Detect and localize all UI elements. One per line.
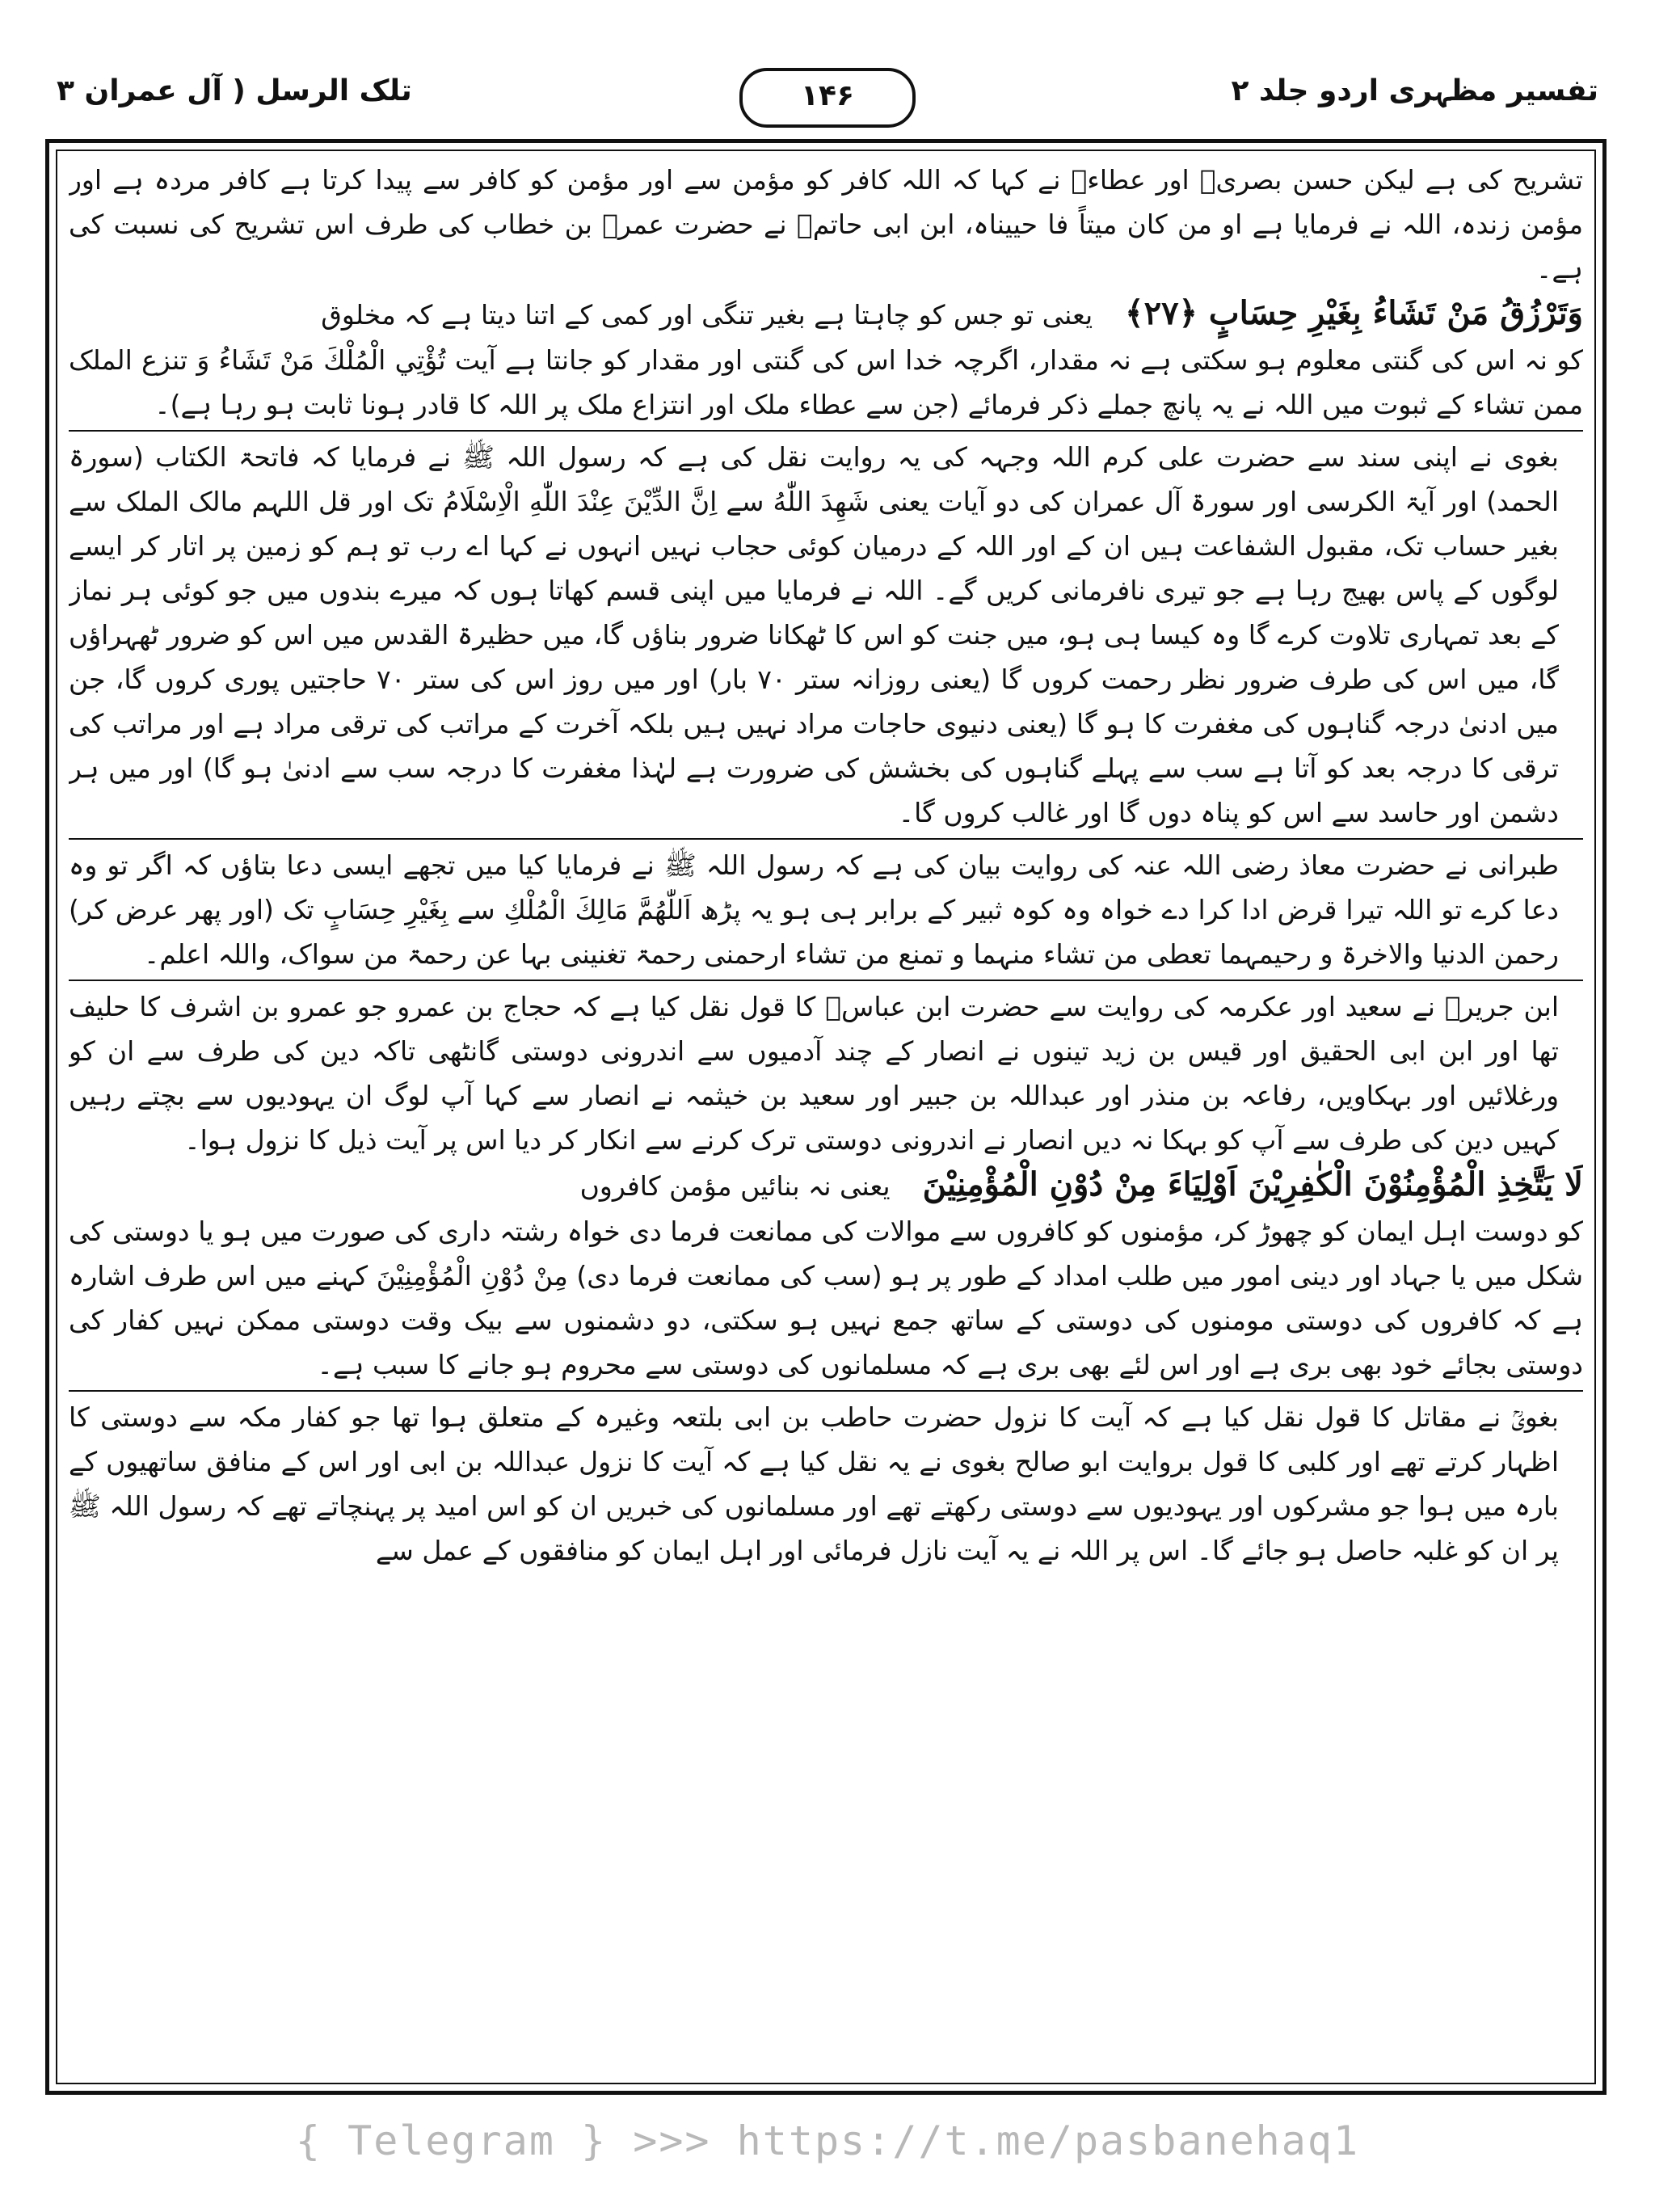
page-number: ۱۴۶: [739, 68, 916, 128]
verse-row: [69, 1162, 1583, 1209]
paragraph: کو دوست اہل ایمان کو چھوڑ کر، مؤمنوں کو کافروں سے موالات کی ممانعت فرما دی خواہ رشتہ داری کی صورت میں ہو یا دوستی کی شکل میں یا جہاد اور دینی امور میں طلب امداد کے طور پر ہو (سب کی ممانعت فرما دی) مِنْ دُوْنِ الْمُؤْمِنِيْنَ کہنے میں اس طرف اشارہ ہے کہ کافروں کی دوستی مومنوں کی دوستی کے ساتھ جمع نہیں ہو سکتی، دو دشمنوں سے بیک وقت دوستی ممکن نہیں کفار کی دوستی بجائے خود بھی بری ہے اور اس لئے بھی بری ہے کہ مسلمانوں کی دوستی سے محروم ہو جانے کا سبب ہے۔: [69, 1216, 1583, 1380]
divider: [69, 430, 1583, 432]
divider: [69, 1390, 1583, 1392]
paragraph: طبرانی نے حضرت معاذ رضی اللہ عنہ کی روایت بیان کی ہے کہ رسول اللہ ﷺ نے فرمایا کیا میں تجھے ایسی دعا بتاؤں کہ اگر تو وہ دعا کرے تو اللہ تیرا قرض ادا کرا دے خواہ وہ کوہ ثبیر کے برابر ہی ہو یہ پڑھ اَللّٰهُمَّ مَالِكَ الْمُلْكِ سے بِغَيْرِ حِسَابٍ تک (اور پھر عرض کر) رحمن الدنیا والاخرۃ و رحیمہما تعطی من تشاء منہما و تمنع من تشاء ارحمنی رحمۃ تغنینی بہا عن رحمۃ من سواک، واللہ اعلم۔: [69, 849, 1559, 970]
verse-arabic: لَا يَتَّخِذِ الْمُؤْمِنُوْنَ الْكٰفِرِيْنَ اَوْلِيَاءَ مِنْ دُوْنِ الْمُؤْمِنِيْنَ: [922, 1165, 1583, 1203]
paragraph: تشریح کی ہے لیکن حسن بصریؒ اور عطاءؒ نے کہا کہ اللہ کافر کو مؤمن سے اور مؤمن کو کافر سے پیدا کرتا ہے کافر مردہ ہے اور مؤمن زندہ، اللہ نے فرمایا ہے او من کان میتاً فا حییناہ، ابن ابی حاتمؒ نے حضرت عمرؓ بن خطاب کی طرف اس تشریح کی نسبت کی ہے۔: [69, 164, 1583, 284]
telegram-watermark: { Telegram } >>> https://t.me/pasbanehaq1: [295, 2117, 1360, 2164]
section-title: تلک الرسل ( آل عمران ۳: [57, 74, 412, 107]
page-frame: [45, 139, 1607, 2095]
divider: [69, 980, 1583, 981]
verse-translation: یعنی نہ بنائیں مؤمن کافروں: [579, 1170, 891, 1202]
page-header: [57, 68, 1598, 133]
page-content: [69, 158, 1583, 2083]
paragraph: بغویؒ نے مقاتل کا قول نقل کیا ہے کہ آیت کا نزول حضرت حاطب بن ابی بلتعہ وغیرہ کے متعلق ہوا تھا جو کفار مکہ سے دوستی کا اظہار کرتے تھے اور کلبی کا قول بروایت ابو صالح بغوی نے یہ نقل کیا ہے کہ آیت کا نزول عبداللہ بن ابی اور اس کے منافق ساتھیوں کے بارہ میں ہوا جو مشرکوں اور یہودیوں سے دوستی رکھتے تھے اور مسلمانوں کی خبریں ان کو اس امید پر پہنچاتے تھے کہ رسول اللہ ﷺ پر ان کو غلبہ حاصل ہو جائے گا۔ اس پر اللہ نے یہ آیت نازل فرمائی اور اہل ایمان کو منافقوں کے عمل سے: [69, 1401, 1559, 1566]
paragraph: بغوی نے اپنی سند سے حضرت علی کرم اللہ وجہہ کی یہ روایت نقل کی ہے کہ رسول اللہ ﷺ نے فرمایا کہ فاتحۃ الکتاب (سورۃ الحمد) اور آیۃ الکرسی اور سورۃ آل عمران کی دو آیات یعنی شَهِدَ اللّٰهُ سے اِنَّ الدِّيْنَ عِنْدَ اللّٰهِ الْاِسْلَامُ تک اور قل اللہم مالک الملک سے بغیر حساب تک، مقبول الشفاعت ہیں ان کے اور اللہ کے درمیان کوئی حجاب نہیں انہوں نے کہا اے رب تو ہم کو زمین پر اتار کر ایسے لوگوں کے پاس بھیج رہا ہے جو تیری نافرمانی کریں گے۔ اللہ نے فرمایا میں اپنی قسم کھاتا ہوں کہ میرے بندوں میں جو کوئی ہر نماز کے بعد تمہاری تلاوت کرے گا وہ کیسا ہی ہو، میں جنت کو اس کا ٹھکانا ضرور بناؤں گا، میں حظیرۃ القدس میں اس کو ضرور ٹھہراؤں گا، میں اس کی طرف ضرور نظر رحمت کروں گا (یعنی روزانہ ستر ۷۰ بار) اور میں روز اس کی ستر ۷۰ حاجتیں پوری کروں گا، جن میں ادنیٰ درجہ گناہوں کی مغفرت کا ہو گا (یعنی دنیوی حاجات مراد نہیں ہیں بلکہ آخرت کے مراتب کی ترقی مراد ہے اور مراتب کی ترقی کا درجہ بعد کو آتا ہے سب سے پہلے گناہوں کی بخشش کی ضرورت ہے لہٰذا مغفرت کا درجہ سب سے ادنیٰ ہو گا) اور میں ہر دشمن اور حاسد سے اس کو پناہ دوں گا اور غالب کروں گا۔: [69, 441, 1559, 828]
verse-translation: یعنی تو جس کو چاہتا ہے بغیر تنگی اور کمی کے اتنا دیتا ہے کہ مخلوق: [321, 299, 1093, 331]
divider: [69, 838, 1583, 840]
book-title: تفسیر مظہری اردو جلد ۲: [1231, 74, 1598, 107]
verse-arabic: وَتَرْزُقُ مَنْ تَشَاءُ بِغَيْرِ حِسَابٍ ﴿۲۷﴾: [1125, 294, 1583, 332]
paragraph: ابن جریرؒ نے سعید اور عکرمہ کی روایت سے حضرت ابن عباسؓ کا قول نقل کیا ہے کہ حجاج بن عمرو جو عمرو بن اشرف کا حلیف تھا اور ابن ابی الحقیق اور قیس بن زید تینوں نے انصار کے چند آدمیوں سے اندرونی دوستی گانٹھی تاکہ دین کی طرف سے ان کو ورغلائیں اور بہکاویں، رفاعہ بن منذر اور عبداللہ بن جبیر اور سعید بن خیثمہ نے انصار سے کہا آپ لوگ ان یہودیوں سے بچتے رہیں کہیں دین کی طرف سے آپ کو بہکا نہ دیں انصار نے اندرونی دوستی ترک کرنے سے انکار کر دیا اس پر آیت ذیل کا نزول ہوا۔: [69, 991, 1559, 1156]
paragraph: کو نہ اس کی گنتی معلوم ہو سکتی ہے نہ مقدار، اگرچہ خدا اس کی گنتی اور مقدار کو جانتا ہے آیت تُؤْتِي الْمُلْكَ مَنْ تَشَاءُ وَ تنزع الملک ممن تشاء کے ثبوت میں اللہ نے یہ پانچ جملے ذکر فرمائے (جن سے عطاء ملک اور انتزاع ملک پر اللہ کا قادر ہونا ثابت ہو رہا ہے)۔: [69, 344, 1583, 420]
verse-row: [69, 291, 1583, 338]
